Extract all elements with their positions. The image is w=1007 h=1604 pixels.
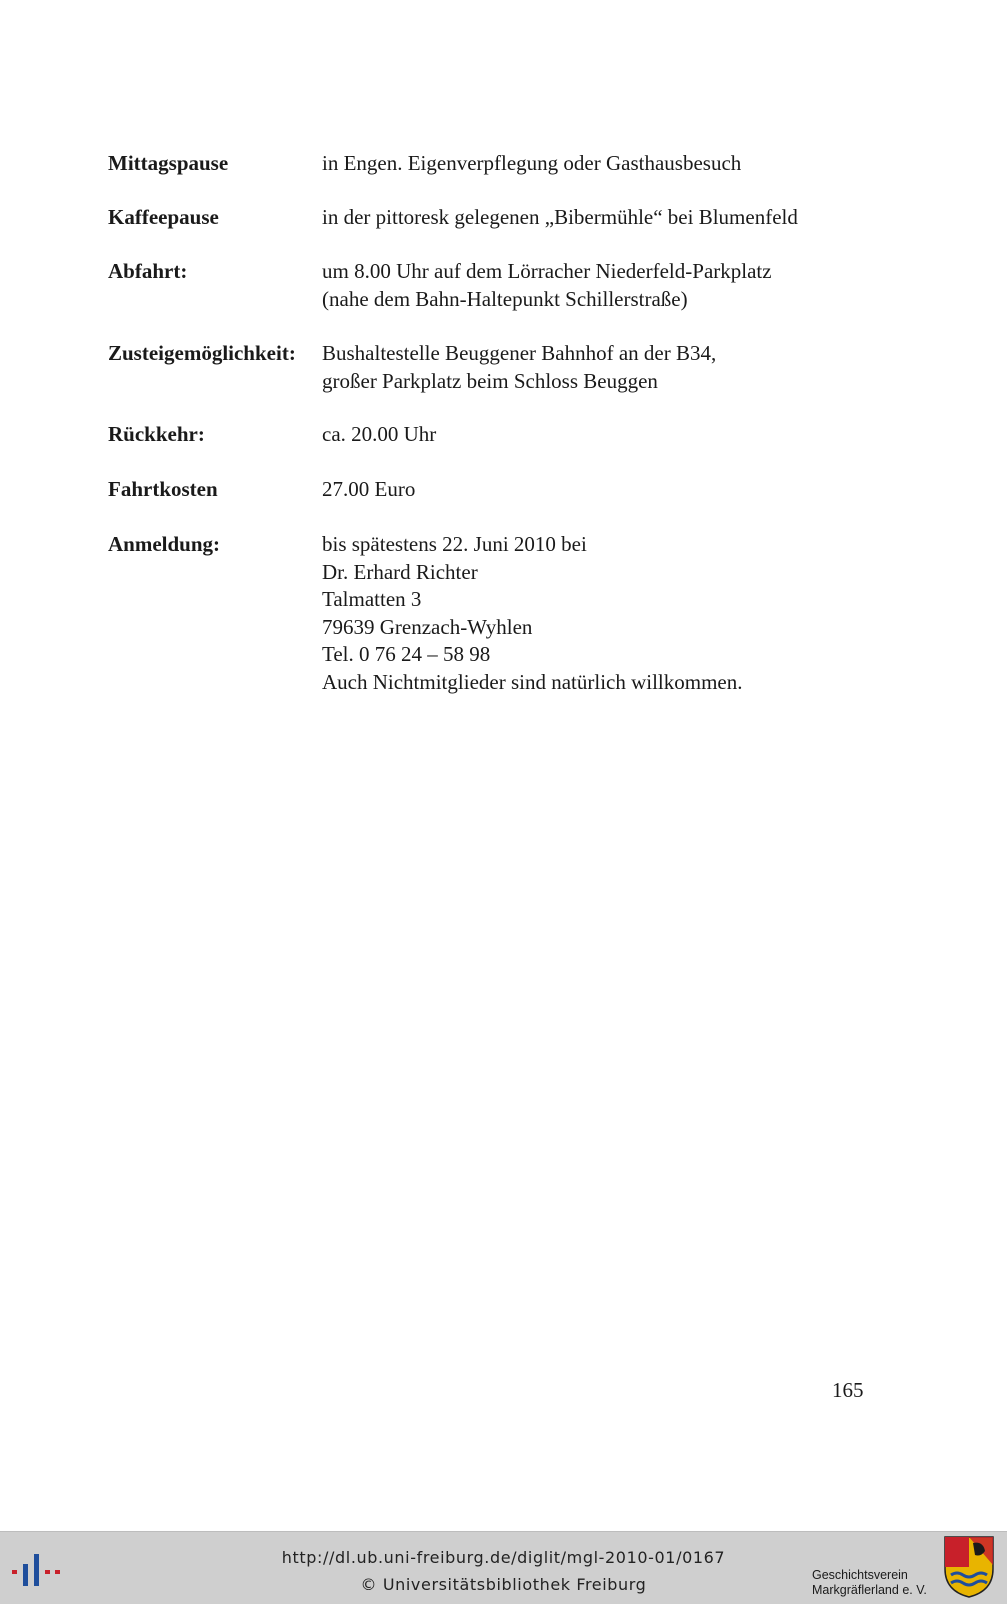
detail-line: Talmatten 3 — [322, 587, 422, 611]
society-name-line-1: Geschichtsverein — [812, 1568, 908, 1582]
society-name-line-2: Markgräflerland e. V. — [812, 1583, 927, 1597]
detail-line: bis spätestens 22. Juni 2010 bei — [322, 532, 587, 556]
detail-label: Anmeldung: — [108, 532, 221, 556]
detail-row-fahrtkosten — [108, 476, 415, 504]
detail-line: 27.00 Euro — [322, 477, 416, 501]
detail-label: Kaffeepause — [108, 205, 219, 229]
detail-row-mittagspause — [108, 150, 741, 178]
detail-label: Fahrtkosten — [108, 477, 218, 501]
detail-value — [322, 258, 772, 313]
detail-label: Abfahrt: — [108, 259, 188, 283]
detail-line: Auch Nichtmitglieder sind natürlich willkommen. — [322, 669, 743, 694]
detail-line: (nahe dem Bahn-Haltepunkt Schillerstraße) — [322, 286, 688, 311]
coat-of-arms-icon — [943, 1535, 995, 1599]
page-number: 165 — [832, 1378, 864, 1402]
detail-label: Zusteigemöglichkeit: — [108, 341, 296, 365]
detail-line: um 8.00 Uhr auf dem Lörracher Niederfeld-Parkplatz — [322, 259, 772, 283]
detail-value — [322, 476, 415, 504]
detail-value — [322, 531, 743, 696]
document-url-link[interactable]: http://dl.ub.uni-freiburg.de/diglit/mgl-2010-01/0167 — [281, 1548, 726, 1567]
detail-value — [322, 421, 436, 449]
detail-row-rueckkehr — [108, 421, 436, 449]
detail-line: in der pittoresk gelegenen „Bibermühle“ bei Blumenfeld — [322, 205, 798, 229]
copyright-notice: © Universitätsbibliothek Freiburg — [360, 1575, 647, 1594]
detail-line: Bushaltestelle Beuggener Bahnhof an der B34, — [322, 341, 717, 365]
detail-line: Dr. Erhard Richter — [322, 559, 478, 584]
detail-label: Mittagspause — [108, 151, 229, 175]
detail-row-zusteigemoeglichkeit — [108, 340, 716, 395]
detail-line: Tel. 0 76 24 – 58 98 — [322, 642, 491, 666]
detail-line: 79639 Grenzach-Wyhlen — [322, 614, 533, 639]
detail-line: in Engen. Eigenverpflegung oder Gasthausbesuch — [322, 151, 742, 175]
footer-bar — [0, 1531, 1007, 1604]
detail-row-abfahrt — [108, 258, 772, 313]
detail-label: Rückkehr: — [108, 422, 205, 446]
detail-value — [322, 204, 798, 232]
detail-value — [322, 340, 716, 395]
detail-line: ca. 20.00 Uhr — [322, 422, 437, 446]
detail-row-kaffeepause — [108, 204, 798, 232]
society-name — [812, 1568, 927, 1598]
detail-row-anmeldung — [108, 531, 743, 696]
detail-line: großer Parkplatz beim Schloss Beuggen — [322, 368, 658, 393]
detail-value — [322, 150, 741, 178]
